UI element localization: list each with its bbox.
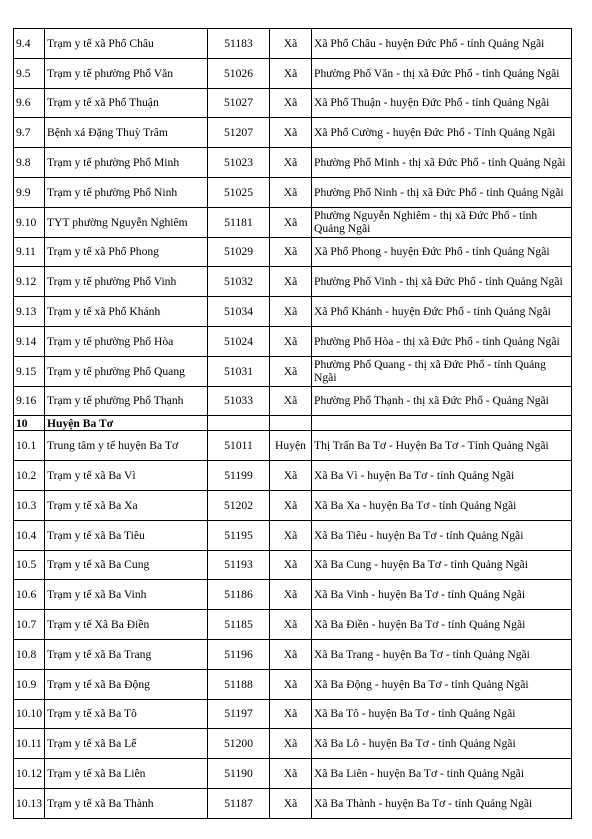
facility-address: Xã Ba Xa - huyện Ba Tơ - tỉnh Quảng Ngãi [312,490,572,520]
facility-level: Xã [270,461,312,491]
row-number: 10.12 [14,759,45,789]
table-row [14,177,572,207]
facility-address: Xã Ba Cung - huyện Ba Tơ - tỉnh Quảng Ngãi [312,550,572,580]
facility-name: Trạm y tế phường Phổ Minh [45,148,208,178]
facility-name: Trạm y tế xã Ba Vì [45,461,208,491]
facility-name: Trạm y tế xã Ba Trang [45,639,208,669]
facility-address: Xã Phổ Cường - huyện Đức Phổ - Tỉnh Quảng Ngãi [312,118,572,148]
facility-address: Xã Ba Điền - huyện Ba Tơ - tỉnh Quảng Ngãi [312,610,572,640]
facility-code: 51195 [208,520,270,550]
facility-code: 51033 [208,386,270,416]
table-row [14,237,572,267]
facility-level: Xã [270,729,312,759]
facility-level: Xã [270,29,312,59]
facility-name: Trạm y tế xã Phổ Phong [45,237,208,267]
facility-level [270,416,312,431]
row-number: 9.11 [14,237,45,267]
table-row [14,297,572,327]
facility-name: Trạm y tế phường Phổ Hòa [45,326,208,356]
facility-address: Xã Ba Lô - huyện Ba Tơ - tỉnh Quảng Ngãi [312,729,572,759]
facility-level: Xã [270,669,312,699]
facility-name: Trạm y tế Xã Ba Điền [45,610,208,640]
facility-level: Xã [270,610,312,640]
table-row [14,58,572,88]
table-row [14,88,572,118]
facility-code: 51025 [208,177,270,207]
facility-name: Trạm y tế phường Phổ Thạnh [45,386,208,416]
facility-name: Huyện Ba Tơ [45,416,208,431]
facility-name: Trạm y tế phường Phổ Ninh [45,177,208,207]
table-row [14,550,572,580]
table-row [14,610,572,640]
row-number: 10.6 [14,580,45,610]
facility-address: Xã Ba Thành - huyện Ba Tơ - tỉnh Quảng Ngãi [312,788,572,818]
facility-level: Xã [270,788,312,818]
facility-level: Xã [270,88,312,118]
facility-level: Xã [270,639,312,669]
facility-name: Trạm y tế phường Phổ Vinh [45,267,208,297]
table-row [14,29,572,59]
facility-level: Huyện [270,431,312,461]
row-number: 9.16 [14,386,45,416]
facility-address: Xã Ba Tô - huyện Ba Tơ - tỉnh Quảng Ngãi [312,699,572,729]
facility-level: Xã [270,520,312,550]
facility-address: Xã Phổ Phong - huyện Đức Phổ - tỉnh Quảng Ngãi [312,237,572,267]
facility-level: Xã [270,386,312,416]
facility-code: 51200 [208,729,270,759]
facility-code: 51188 [208,669,270,699]
row-number: 9.6 [14,88,45,118]
facility-address: Thị Trấn Ba Tơ - Huyện Ba Tơ - Tỉnh Quảng Ngãi [312,431,572,461]
facility-code: 51032 [208,267,270,297]
table-row [14,490,572,520]
facility-address: Phường Phổ Thạnh - thị xã Đức Phổ - Quảng Ngãi [312,386,572,416]
facility-code: 51202 [208,490,270,520]
facility-address: Phường Phổ Vinh - thị xã Đức Phổ - tỉnh Quảng Ngãi [312,267,572,297]
row-number: 9.14 [14,326,45,356]
table-row [14,118,572,148]
facility-address: Phường Phổ Ninh - thị xã Đức Phổ - tỉnh Quảng Ngãi [312,177,572,207]
facility-level: Xã [270,699,312,729]
facility-address: Xã Ba Vinh - huyện Ba Tơ - tỉnh Quảng Ngãi [312,580,572,610]
facility-name: Trạm y tế xã Ba Vinh [45,580,208,610]
facility-level: Xã [270,267,312,297]
row-number: 9.4 [14,29,45,59]
facility-code: 51034 [208,297,270,327]
facility-name: Trạm y tế xã Ba Liên [45,759,208,789]
facility-table-body [14,29,572,819]
facility-code: 51183 [208,29,270,59]
facility-name: TYT phường Nguyễn Nghiêm [45,207,208,237]
facility-code: 51196 [208,639,270,669]
table-row [14,669,572,699]
facility-address: Phường Phổ Hòa - thị xã Đức Phổ - tỉnh Quảng Ngãi [312,326,572,356]
facility-level: Xã [270,580,312,610]
section-header-row [14,416,572,431]
table-row [14,148,572,178]
facility-level: Xã [270,759,312,789]
row-number: 10.9 [14,669,45,699]
table-row [14,267,572,297]
facility-name: Trạm y tế xã Ba Cung [45,550,208,580]
facility-level: Xã [270,237,312,267]
facility-name: Trạm y tế xã Ba Tô [45,699,208,729]
facility-name: Trạm y tế xã Ba Động [45,669,208,699]
facility-level: Xã [270,207,312,237]
facility-code: 51199 [208,461,270,491]
facility-name: Trạm y tế xã Ba Lế [45,729,208,759]
row-number: 9.9 [14,177,45,207]
table-row [14,729,572,759]
table-row [14,207,572,237]
row-number: 10.1 [14,431,45,461]
facility-code: 51023 [208,148,270,178]
row-number: 9.7 [14,118,45,148]
table-row [14,699,572,729]
facility-address: Xã Ba Liên - huyện Ba Tơ - tỉnh Quảng Ngãi [312,759,572,789]
facility-address: Xã Phổ Khánh - huyện Đức Phổ - tỉnh Quảng Ngãi [312,297,572,327]
row-number: 10.3 [14,490,45,520]
facility-level: Xã [270,490,312,520]
facility-code: 51026 [208,58,270,88]
row-number: 9.8 [14,148,45,178]
facility-address: Xã Ba Tiêu - huyện Ba Tơ - tỉnh Quảng Ngãi [312,520,572,550]
facility-table [13,28,572,819]
facility-address: Xã Phổ Châu - huyện Đức Phổ - tỉnh Quảng Ngãi [312,29,572,59]
facility-name: Trạm y tế xã Phổ Châu [45,29,208,59]
facility-address: Phường Phổ Minh - thị xã Đức Phổ - tỉnh Quảng Ngãi [312,148,572,178]
table-row [14,639,572,669]
table-row [14,386,572,416]
facility-level: Xã [270,177,312,207]
row-number: 10.7 [14,610,45,640]
facility-level: Xã [270,356,312,386]
table-row [14,326,572,356]
facility-address: Phường Phổ Văn - thị xã Đức Phổ - tỉnh Quảng Ngãi [312,58,572,88]
facility-name: Trạm y tế xã Ba Xa [45,490,208,520]
facility-level: Xã [270,297,312,327]
facility-level: Xã [270,118,312,148]
table-row [14,461,572,491]
facility-level: Xã [270,550,312,580]
row-number: 9.12 [14,267,45,297]
facility-level: Xã [270,58,312,88]
facility-address: Xã Ba Vì - huyện Ba Tơ - tỉnh Quảng Ngãi [312,461,572,491]
facility-code: 51187 [208,788,270,818]
table-row [14,520,572,550]
facility-name: Trạm y tế xã Phổ Khánh [45,297,208,327]
row-number: 10.2 [14,461,45,491]
row-number: 9.10 [14,207,45,237]
table-row [14,580,572,610]
facility-address: Phường Nguyễn Nghiêm - thị xã Đức Phổ - tỉnh Quảng Ngãi [312,207,572,237]
facility-name: Trạm y tế phường Phổ Quang [45,356,208,386]
facility-address: Xã Ba Trang - huyện Ba Tơ - tỉnh Quảng Ngãi [312,639,572,669]
row-number: 10.5 [14,550,45,580]
row-number: 10.4 [14,520,45,550]
table-row [14,759,572,789]
facility-code: 51190 [208,759,270,789]
facility-code: 51024 [208,326,270,356]
facility-name: Trạm y tế phường Phổ Văn [45,58,208,88]
facility-code: 51031 [208,356,270,386]
facility-address: Xã Phổ Thuận - huyện Đức Phổ - tỉnh Quảng Ngãi [312,88,572,118]
facility-code: 51193 [208,550,270,580]
table-row [14,356,572,386]
facility-code: 51029 [208,237,270,267]
facility-level: Xã [270,148,312,178]
row-number: 10 [14,416,45,431]
facility-name: Trạm y tế xã Ba Thành [45,788,208,818]
facility-code: 51011 [208,431,270,461]
row-number: 10.11 [14,729,45,759]
facility-code: 51186 [208,580,270,610]
facility-name: Trung tâm y tế huyện Ba Tơ [45,431,208,461]
row-number: 10.10 [14,699,45,729]
table-row [14,788,572,818]
facility-level: Xã [270,326,312,356]
facility-name: Trạm y tế xã Ba Tiêu [45,520,208,550]
facility-code [208,416,270,431]
facility-address: Phường Phổ Quang - thị xã Đức Phổ - tỉnh Quảng Ngãi [312,356,572,386]
row-number: 10.8 [14,639,45,669]
facility-address [312,416,572,431]
facility-code: 51185 [208,610,270,640]
row-number: 9.5 [14,58,45,88]
facility-name: Trạm y tế xã Phổ Thuận [45,88,208,118]
facility-code: 51197 [208,699,270,729]
row-number: 10.13 [14,788,45,818]
facility-code: 51207 [208,118,270,148]
facility-name: Bệnh xá Đặng Thuỳ Trâm [45,118,208,148]
facility-code: 51181 [208,207,270,237]
row-number: 9.15 [14,356,45,386]
row-number: 9.13 [14,297,45,327]
table-row [14,431,572,461]
facility-address: Xã Ba Động - huyện Ba Tơ - tỉnh Quảng Ngãi [312,669,572,699]
facility-code: 51027 [208,88,270,118]
